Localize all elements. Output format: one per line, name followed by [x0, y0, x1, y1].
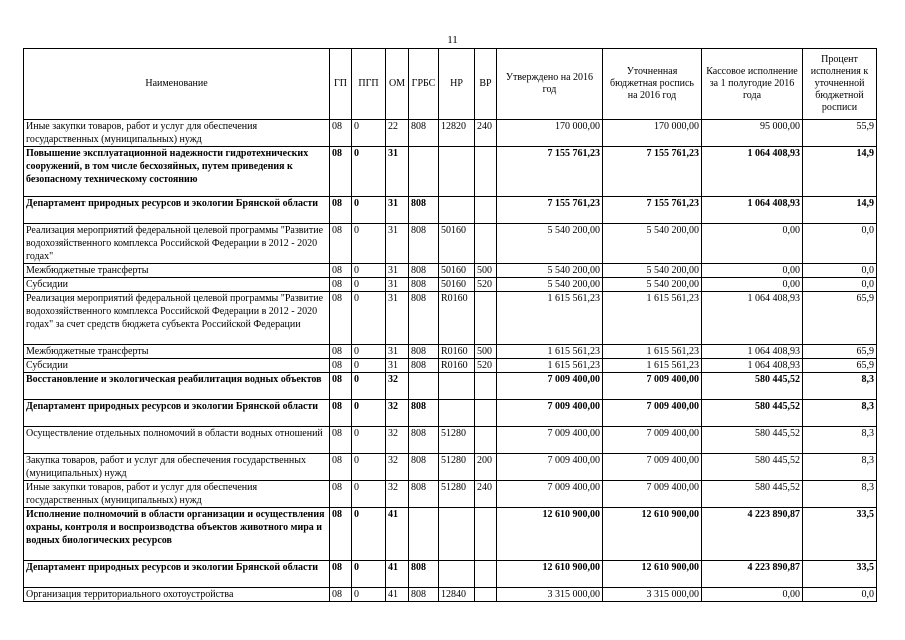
- cell-cash: 0,00: [702, 278, 803, 292]
- cell-gp: 08: [330, 373, 352, 400]
- cell-np: 12820: [439, 120, 475, 147]
- cell-gp: 08: [330, 264, 352, 278]
- cell-grbs: 808: [409, 197, 439, 224]
- cell-grbs: [409, 508, 439, 561]
- cell-percent: 33,5: [803, 561, 877, 588]
- header-vr: ВР: [475, 49, 497, 120]
- cell-np: 12840: [439, 588, 475, 602]
- cell-cash: 1 064 408,93: [702, 292, 803, 345]
- cell-gp: 08: [330, 224, 352, 264]
- cell-refined: 7 009 400,00: [603, 373, 702, 400]
- cell-approved: 7 155 761,23: [497, 197, 603, 224]
- cell-grbs: 808: [409, 278, 439, 292]
- cell-om: 41: [386, 508, 409, 561]
- header-cash: Кассовое исполнение за 1 полугодие 2016 года: [702, 49, 803, 120]
- cell-cash: 580 445,52: [702, 400, 803, 427]
- cell-percent: 65,9: [803, 359, 877, 373]
- cell-refined: 1 615 561,23: [603, 345, 702, 359]
- cell-refined: 7 009 400,00: [603, 481, 702, 508]
- cell-grbs: 808: [409, 588, 439, 602]
- cell-grbs: 808: [409, 427, 439, 454]
- cell-percent: 8,3: [803, 373, 877, 400]
- cell-om: 22: [386, 120, 409, 147]
- cell-approved: 5 540 200,00: [497, 278, 603, 292]
- cell-grbs: 808: [409, 292, 439, 345]
- cell-om: 32: [386, 373, 409, 400]
- cell-om: 31: [386, 359, 409, 373]
- cell-percent: 14,9: [803, 147, 877, 197]
- cell-cash: 1 064 408,93: [702, 345, 803, 359]
- cell-np: 51280: [439, 427, 475, 454]
- cell-pgp: 0: [352, 359, 386, 373]
- cell-vr: 500: [475, 345, 497, 359]
- cell-cash: 580 445,52: [702, 427, 803, 454]
- cell-grbs: [409, 147, 439, 197]
- cell-refined: 12 610 900,00: [603, 561, 702, 588]
- cell-grbs: 808: [409, 224, 439, 264]
- cell-vr: [475, 588, 497, 602]
- cell-vr: [475, 197, 497, 224]
- cell-cash: 0,00: [702, 224, 803, 264]
- cell-name: Иные закупки товаров, работ и услуг для обеспечения государственных (муниципальных) нужд: [24, 481, 330, 508]
- cell-approved: 7 009 400,00: [497, 454, 603, 481]
- header-gp: ГП: [330, 49, 352, 120]
- cell-approved: 1 615 561,23: [497, 359, 603, 373]
- cell-om: 31: [386, 278, 409, 292]
- table-row: [24, 278, 877, 292]
- table-row: [24, 345, 877, 359]
- cell-pgp: 0: [352, 224, 386, 264]
- cell-pgp: 0: [352, 264, 386, 278]
- cell-cash: 4 223 890,87: [702, 508, 803, 561]
- cell-vr: [475, 292, 497, 345]
- cell-pgp: 0: [352, 278, 386, 292]
- cell-approved: 5 540 200,00: [497, 264, 603, 278]
- cell-gp: 08: [330, 120, 352, 147]
- cell-approved: 7 009 400,00: [497, 373, 603, 400]
- cell-name: Департамент природных ресурсов и экологии Брянской области: [24, 561, 330, 588]
- cell-grbs: 808: [409, 454, 439, 481]
- cell-np: [439, 197, 475, 224]
- cell-om: 32: [386, 454, 409, 481]
- cell-gp: 08: [330, 292, 352, 345]
- cell-gp: 08: [330, 345, 352, 359]
- cell-name: Иные закупки товаров, работ и услуг для обеспечения государственных (муниципальных) нужд: [24, 120, 330, 147]
- cell-pgp: 0: [352, 481, 386, 508]
- cell-cash: 580 445,52: [702, 373, 803, 400]
- cell-om: 31: [386, 147, 409, 197]
- cell-cash: 1 064 408,93: [702, 197, 803, 224]
- header-name: Наименование: [24, 49, 330, 120]
- cell-name: Межбюджетные трансферты: [24, 264, 330, 278]
- cell-grbs: 808: [409, 400, 439, 427]
- cell-om: 32: [386, 400, 409, 427]
- cell-vr: [475, 508, 497, 561]
- header-refined: Уточненная бюджетная роспись на 2016 год: [603, 49, 702, 120]
- budget-execution-table: [23, 48, 877, 602]
- cell-approved: 7 155 761,23: [497, 147, 603, 197]
- cell-np: [439, 400, 475, 427]
- cell-pgp: 0: [352, 373, 386, 400]
- cell-pgp: 0: [352, 508, 386, 561]
- cell-grbs: 808: [409, 120, 439, 147]
- cell-cash: 1 064 408,93: [702, 147, 803, 197]
- cell-grbs: 808: [409, 264, 439, 278]
- cell-approved: 5 540 200,00: [497, 224, 603, 264]
- cell-name: Реализация мероприятий федеральной целевой программы "Развитие водохозяйственного комплекса Российской Федерации в 2012 - 2020 годах" за счет средств бюджета субъекта Российской Федерации: [24, 292, 330, 345]
- cell-percent: 33,5: [803, 508, 877, 561]
- cell-percent: 8,3: [803, 454, 877, 481]
- cell-approved: 12 610 900,00: [497, 508, 603, 561]
- cell-approved: 7 009 400,00: [497, 481, 603, 508]
- table-row: [24, 588, 877, 602]
- cell-name: Повышение эксплуатационной надежности гидротехнических сооружений, в том числе бесхозяйных, путем приведения к безопасному техническому состоянию: [24, 147, 330, 197]
- header-np: НР: [439, 49, 475, 120]
- cell-grbs: 808: [409, 481, 439, 508]
- cell-percent: 0,0: [803, 278, 877, 292]
- cell-pgp: 0: [352, 345, 386, 359]
- cell-om: 32: [386, 481, 409, 508]
- cell-refined: 7 155 761,23: [603, 147, 702, 197]
- cell-np: [439, 147, 475, 197]
- cell-om: 41: [386, 588, 409, 602]
- table-row: [24, 508, 877, 561]
- cell-np: [439, 561, 475, 588]
- header-approved: Утверждено на 2016 год: [497, 49, 603, 120]
- cell-np: R0160: [439, 292, 475, 345]
- cell-refined: 7 009 400,00: [603, 400, 702, 427]
- cell-pgp: 0: [352, 197, 386, 224]
- cell-vr: [475, 561, 497, 588]
- cell-percent: 14,9: [803, 197, 877, 224]
- table-row: [24, 264, 877, 278]
- table-row: [24, 373, 877, 400]
- cell-gp: 08: [330, 508, 352, 561]
- cell-pgp: 0: [352, 120, 386, 147]
- cell-gp: 08: [330, 359, 352, 373]
- cell-vr: [475, 147, 497, 197]
- cell-percent: 65,9: [803, 292, 877, 345]
- cell-gp: 08: [330, 197, 352, 224]
- cell-np: [439, 373, 475, 400]
- cell-pgp: 0: [352, 292, 386, 345]
- cell-cash: 580 445,52: [702, 454, 803, 481]
- cell-grbs: [409, 373, 439, 400]
- cell-vr: [475, 373, 497, 400]
- header-grbs: ГРБС: [409, 49, 439, 120]
- header-percent: Процент исполнения к уточненной бюджетной росписи: [803, 49, 877, 120]
- cell-percent: 0,0: [803, 588, 877, 602]
- table-row: [24, 359, 877, 373]
- cell-refined: 170 000,00: [603, 120, 702, 147]
- cell-name: Департамент природных ресурсов и экологии Брянской области: [24, 197, 330, 224]
- cell-refined: 7 009 400,00: [603, 454, 702, 481]
- header-pgp: ПГП: [352, 49, 386, 120]
- cell-approved: 170 000,00: [497, 120, 603, 147]
- cell-np: 50160: [439, 278, 475, 292]
- cell-refined: 7 009 400,00: [603, 427, 702, 454]
- cell-gp: 08: [330, 561, 352, 588]
- cell-percent: 8,3: [803, 481, 877, 508]
- cell-pgp: 0: [352, 147, 386, 197]
- cell-cash: 1 064 408,93: [702, 359, 803, 373]
- cell-vr: 240: [475, 120, 497, 147]
- cell-grbs: 808: [409, 359, 439, 373]
- cell-refined: 5 540 200,00: [603, 224, 702, 264]
- cell-om: 31: [386, 197, 409, 224]
- table-row: [24, 197, 877, 224]
- table-row: [24, 400, 877, 427]
- cell-refined: 7 155 761,23: [603, 197, 702, 224]
- cell-name: Организация территориального охотоустройства: [24, 588, 330, 602]
- table-row: [24, 427, 877, 454]
- cell-refined: 5 540 200,00: [603, 278, 702, 292]
- cell-om: 31: [386, 264, 409, 278]
- cell-gp: 08: [330, 588, 352, 602]
- cell-refined: 1 615 561,23: [603, 292, 702, 345]
- cell-name: Закупка товаров, работ и услуг для обеспечения государственных (муниципальных) нужд: [24, 454, 330, 481]
- cell-percent: 0,0: [803, 264, 877, 278]
- cell-gp: 08: [330, 481, 352, 508]
- cell-percent: 65,9: [803, 345, 877, 359]
- cell-refined: 5 540 200,00: [603, 264, 702, 278]
- cell-cash: 0,00: [702, 588, 803, 602]
- header-om: ОМ: [386, 49, 409, 120]
- cell-gp: 08: [330, 278, 352, 292]
- cell-approved: 3 315 000,00: [497, 588, 603, 602]
- cell-pgp: 0: [352, 400, 386, 427]
- cell-np: 50160: [439, 264, 475, 278]
- cell-vr: 520: [475, 359, 497, 373]
- table-row: [24, 147, 877, 197]
- cell-grbs: 808: [409, 345, 439, 359]
- table-header-row: [24, 49, 877, 120]
- cell-om: 41: [386, 561, 409, 588]
- cell-cash: 0,00: [702, 264, 803, 278]
- cell-name: Межбюджетные трансферты: [24, 345, 330, 359]
- cell-gp: 08: [330, 147, 352, 197]
- cell-np: 50160: [439, 224, 475, 264]
- cell-name: Исполнение полномочий в области организации и осуществления охраны, контроля и воспроизводства объектов животного мира и водных биологических ресурсов: [24, 508, 330, 561]
- cell-grbs: 808: [409, 561, 439, 588]
- table-row: [24, 120, 877, 147]
- table-row: [24, 481, 877, 508]
- cell-np: 51280: [439, 454, 475, 481]
- cell-gp: 08: [330, 454, 352, 481]
- cell-name: Департамент природных ресурсов и экологии Брянской области: [24, 400, 330, 427]
- cell-name: Осуществление отдельных полномочий в области водных отношений: [24, 427, 330, 454]
- cell-vr: [475, 224, 497, 264]
- cell-vr: 500: [475, 264, 497, 278]
- cell-np: R0160: [439, 345, 475, 359]
- cell-approved: 7 009 400,00: [497, 400, 603, 427]
- cell-approved: 12 610 900,00: [497, 561, 603, 588]
- cell-name: Восстановление и экологическая реабилитация водных объектов: [24, 373, 330, 400]
- cell-pgp: 0: [352, 454, 386, 481]
- cell-name: Субсидии: [24, 359, 330, 373]
- cell-percent: 55,9: [803, 120, 877, 147]
- table-body: [24, 120, 877, 602]
- cell-name: Субсидии: [24, 278, 330, 292]
- cell-vr: 200: [475, 454, 497, 481]
- cell-vr: [475, 400, 497, 427]
- cell-om: 31: [386, 345, 409, 359]
- cell-approved: 7 009 400,00: [497, 427, 603, 454]
- cell-cash: 4 223 890,87: [702, 561, 803, 588]
- cell-cash: 580 445,52: [702, 481, 803, 508]
- cell-percent: 0,0: [803, 224, 877, 264]
- cell-np: 51280: [439, 481, 475, 508]
- cell-approved: 1 615 561,23: [497, 292, 603, 345]
- cell-name: Реализация мероприятий федеральной целевой программы "Развитие водохозяйственного комплекса Российской Федерации в 2012 - 2020 годах": [24, 224, 330, 264]
- cell-percent: 8,3: [803, 400, 877, 427]
- cell-refined: 1 615 561,23: [603, 359, 702, 373]
- cell-om: 31: [386, 292, 409, 345]
- cell-refined: 3 315 000,00: [603, 588, 702, 602]
- cell-percent: 8,3: [803, 427, 877, 454]
- page-number: 11: [447, 34, 458, 46]
- cell-pgp: 0: [352, 588, 386, 602]
- cell-vr: 240: [475, 481, 497, 508]
- table-row: [24, 224, 877, 264]
- cell-np: [439, 508, 475, 561]
- cell-approved: 1 615 561,23: [497, 345, 603, 359]
- cell-refined: 12 610 900,00: [603, 508, 702, 561]
- cell-gp: 08: [330, 427, 352, 454]
- cell-pgp: 0: [352, 427, 386, 454]
- table-row: [24, 292, 877, 345]
- cell-vr: [475, 427, 497, 454]
- table-row: [24, 561, 877, 588]
- cell-np: R0160: [439, 359, 475, 373]
- cell-pgp: 0: [352, 561, 386, 588]
- cell-om: 31: [386, 224, 409, 264]
- cell-om: 32: [386, 427, 409, 454]
- cell-gp: 08: [330, 400, 352, 427]
- cell-cash: 95 000,00: [702, 120, 803, 147]
- table-row: [24, 454, 877, 481]
- cell-vr: 520: [475, 278, 497, 292]
